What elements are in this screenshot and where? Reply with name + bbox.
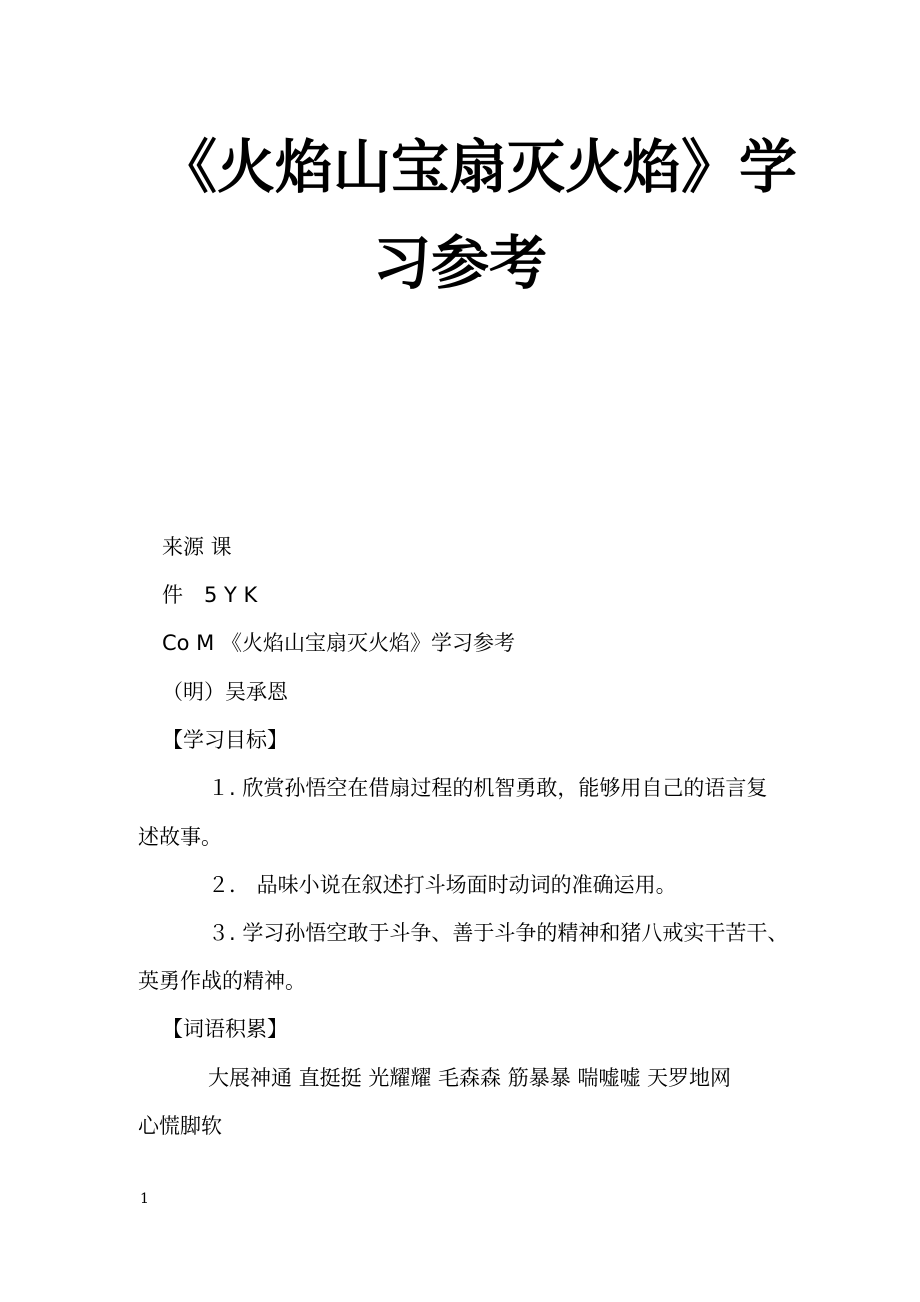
page-number: 1 <box>140 1191 149 1207</box>
goal-item-1-continued: 述故事。 <box>138 825 222 849</box>
goal-item-3-continued: 英勇作战的精神。 <box>138 969 306 993</box>
document-title-line-2: 习参考 <box>372 229 547 297</box>
section-heading-vocabulary: 【词语积累】 <box>162 1017 288 1041</box>
source-code-line: 件 5 Y K <box>162 583 258 607</box>
section-heading-goals: 【学习目标】 <box>162 728 288 752</box>
author-line: （明）吴承恩 <box>162 680 288 704</box>
goal-item-3: ３. 学习孙悟空敢于斗争、善于斗争的精神和猪八戒实干苦干、 <box>208 921 789 945</box>
source-line: 来源 课 <box>162 535 232 559</box>
goal-item-1: １. 欣赏孙悟空在借扇过程的机智勇敢，能够用自己的语言复 <box>208 776 768 800</box>
vocabulary-list: 大展神通 直挺挺 光耀耀 毛森森 筋暴暴 喘嘘嘘 天罗地网 <box>208 1066 732 1090</box>
subtitle-line: Co M 《火焰山宝扇灭火焰》学习参考 <box>162 631 515 655</box>
vocabulary-list-continued: 心慌脚软 <box>138 1114 222 1138</box>
goal-item-2: ２． 品味小说在叙述打斗场面时动词的准确运用。 <box>208 873 677 897</box>
document-title-line-1: 《火焰山宝扇灭火焰》学 <box>158 133 797 201</box>
